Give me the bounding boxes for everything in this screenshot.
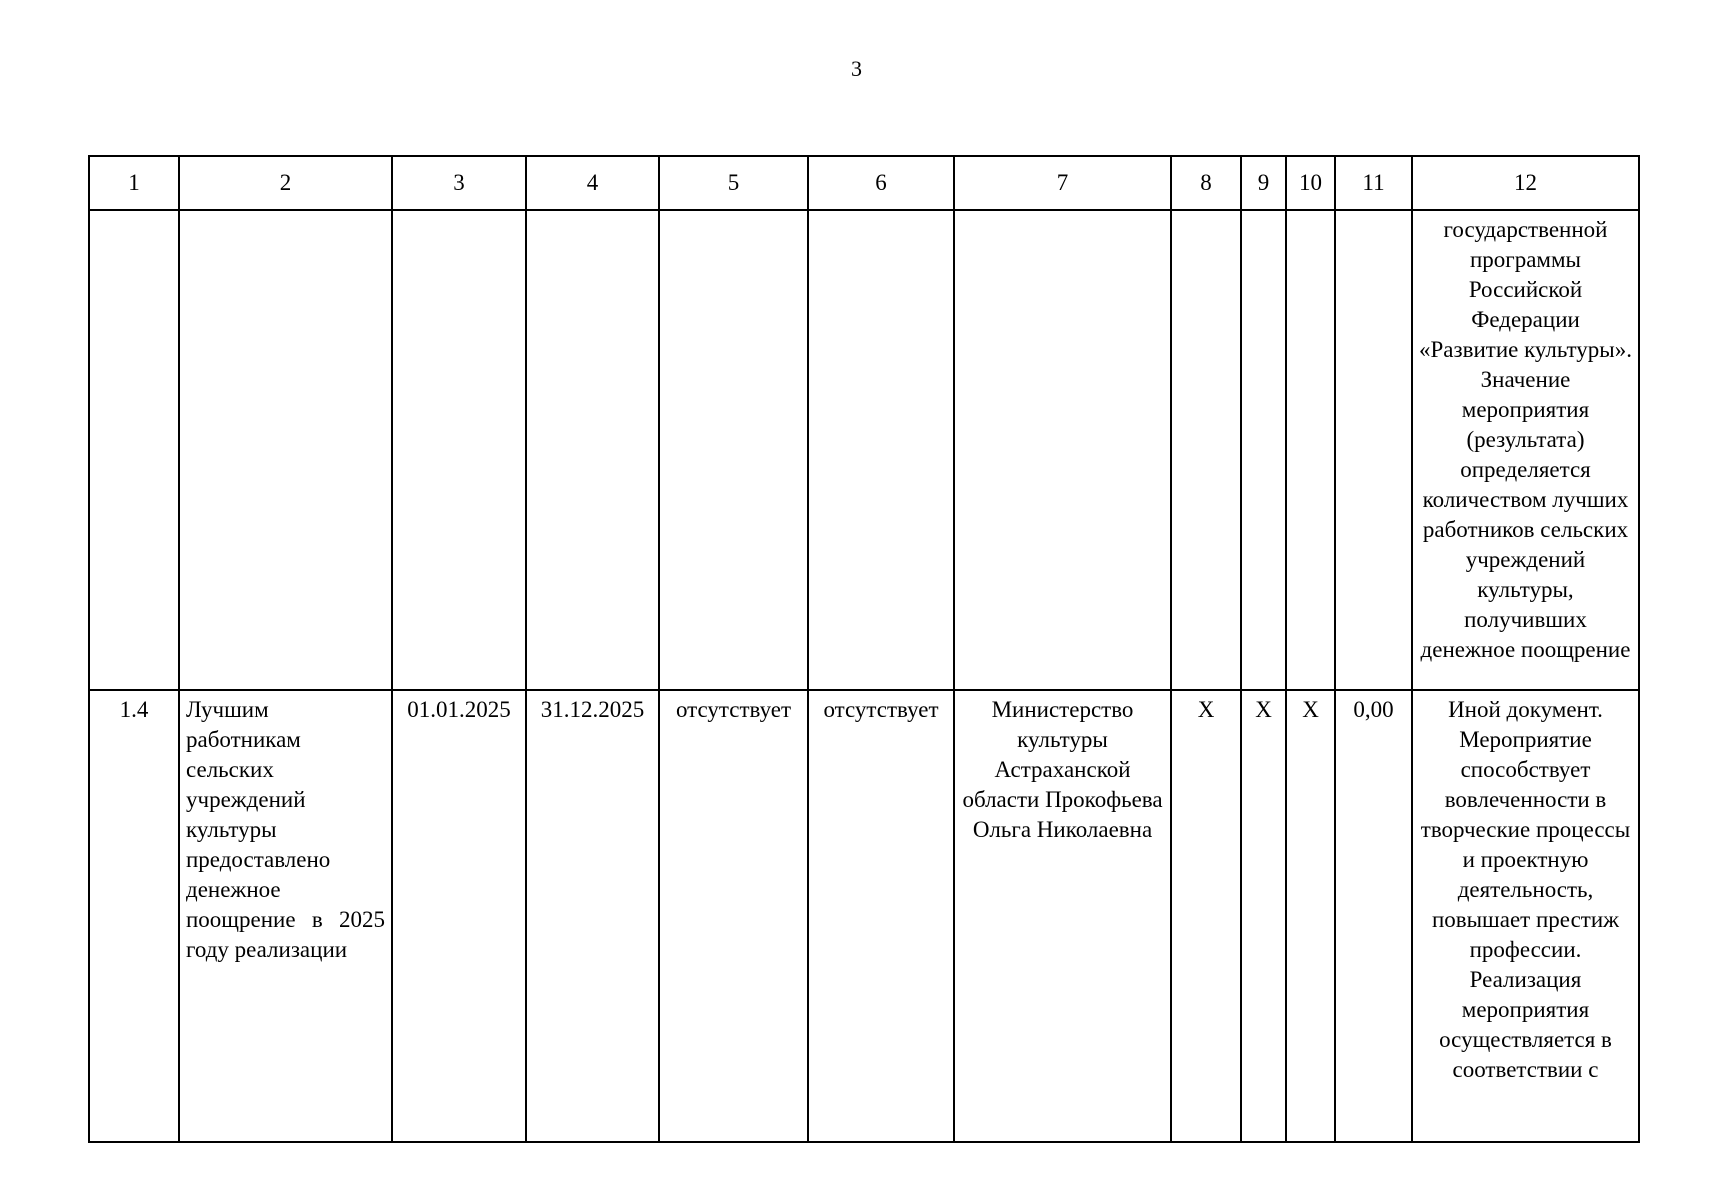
empty-cell bbox=[954, 210, 1171, 690]
empty-cell bbox=[89, 210, 179, 690]
measures-table bbox=[88, 155, 1640, 1143]
col5-cell: отсутствует bbox=[659, 690, 808, 1142]
empty-cell bbox=[1241, 210, 1286, 690]
measure-name-cell: Лучшим работникам сельских учреждений культуры предоставлено денежное поощрение в 2025 году реализации bbox=[179, 690, 392, 1142]
col6-cell: отсутствует bbox=[808, 690, 954, 1142]
header-cell-8: 8 bbox=[1171, 156, 1241, 210]
col10-cell: Х bbox=[1286, 690, 1335, 1142]
header-cell-2: 2 bbox=[179, 156, 392, 210]
empty-cell bbox=[808, 210, 954, 690]
start-date-cell: 01.01.2025 bbox=[392, 690, 526, 1142]
header-cell-5: 5 bbox=[659, 156, 808, 210]
header-cell-3: 3 bbox=[392, 156, 526, 210]
table-row-continuation bbox=[89, 210, 1639, 690]
header-cell-6: 6 bbox=[808, 156, 954, 210]
end-date-cell: 31.12.2025 bbox=[526, 690, 659, 1142]
header-cell-10: 10 bbox=[1286, 156, 1335, 210]
col9-cell: Х bbox=[1241, 690, 1286, 1142]
empty-cell bbox=[1171, 210, 1241, 690]
header-cell-7: 7 bbox=[954, 156, 1171, 210]
header-cell-1: 1 bbox=[89, 156, 179, 210]
col8-cell: Х bbox=[1171, 690, 1241, 1142]
table-row-1-4 bbox=[89, 690, 1639, 1142]
header-cell-9: 9 bbox=[1241, 156, 1286, 210]
description-cell: Иной документ. Мероприятие способствует вовлеченности в творческие процессы и проектную деятельность, повышает престиж профессии. Реализация мероприятия осуществляется в соответствии с bbox=[1412, 690, 1639, 1142]
header-cell-12: 12 bbox=[1412, 156, 1639, 210]
empty-cell bbox=[659, 210, 808, 690]
empty-cell bbox=[392, 210, 526, 690]
empty-cell bbox=[526, 210, 659, 690]
page-number: 3 bbox=[851, 56, 862, 81]
continuation-description-cell: государственной программы Российской Федерации «Развитие культуры». Значение мероприятия (результата) определяется количеством лучших работников сельских учреждений культуры, получивших денежное поощрение bbox=[1412, 210, 1639, 690]
header-cell-4: 4 bbox=[526, 156, 659, 210]
header-row bbox=[89, 156, 1639, 210]
header-cell-11: 11 bbox=[1335, 156, 1412, 210]
empty-cell bbox=[1335, 210, 1412, 690]
empty-cell bbox=[1286, 210, 1335, 690]
responsible-cell: Министерство культуры Астраханской области Прокофьева Ольга Николаевна bbox=[954, 690, 1171, 1142]
empty-cell bbox=[179, 210, 392, 690]
row-number-cell: 1.4 bbox=[89, 690, 179, 1142]
amount-cell: 0,00 bbox=[1335, 690, 1412, 1142]
